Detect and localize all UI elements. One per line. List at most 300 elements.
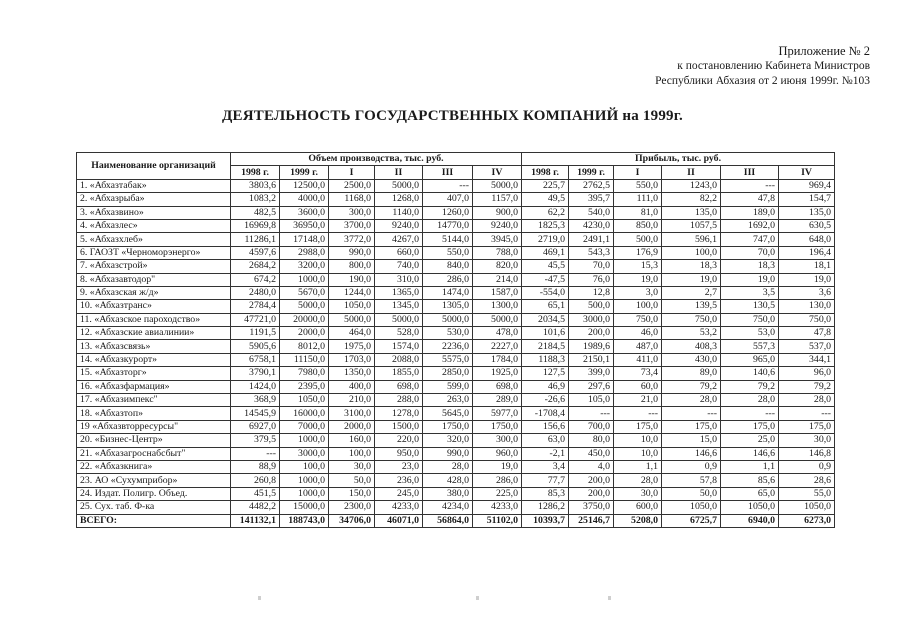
table-row [77,246,835,259]
production-value-cell: 286,0 [473,474,522,487]
production-value-cell: 674,2 [231,273,280,286]
profit-value-cell: 18,1 [779,260,835,273]
production-value-cell: 5000,0 [375,313,423,326]
profit-value-cell: 146,6 [662,447,721,460]
production-value-cell: 960,0 [473,447,522,460]
production-value-cell: 50,0 [329,474,375,487]
production-value-cell: 550,0 [423,246,473,259]
profit-value-cell: 18,3 [662,260,721,273]
production-value-cell: 190,0 [329,273,375,286]
production-value-cell: 2236,0 [423,340,473,353]
production-value-cell: 4597,6 [231,246,280,259]
profit-value-cell: 176,9 [614,246,662,259]
production-value-cell: 451,5 [231,487,280,500]
production-value-cell: 1260,0 [423,206,473,219]
organization-name: 3. «Абхазвино» [77,206,231,219]
profit-value-cell: 85,3 [522,487,569,500]
production-value-cell: 2850,0 [423,367,473,380]
profit-value-cell: 2034,5 [522,313,569,326]
profit-value-cell: 105,0 [569,394,614,407]
production-value-cell: 1365,0 [375,286,423,299]
table-row [77,367,835,380]
organization-name: 2. «Абхазрыба» [77,193,231,206]
table-row [77,219,835,232]
production-value-cell: 47721,0 [231,313,280,326]
table-row [77,353,835,366]
profit-value-cell: 297,6 [569,380,614,393]
production-value-cell: 698,0 [473,380,522,393]
profit-value-cell: 6940,0 [721,514,779,527]
production-value-cell: 3772,0 [329,233,375,246]
profit-value-cell: 6273,0 [779,514,835,527]
production-value-cell: 3945,0 [473,233,522,246]
profit-value-cell: 100,0 [662,246,721,259]
production-value-cell: 9240,0 [375,219,423,232]
organization-name: 1. «Абхазтабак» [77,179,231,192]
profit-value-cell: 28,6 [779,474,835,487]
profit-value-cell: 0,9 [779,460,835,473]
table-row [77,447,835,460]
organization-name: 24. Издат. Полигр. Объед. [77,487,231,500]
production-value-cell: 16000,0 [280,407,329,420]
appendix-decree: к постановлению Кабинета Министров [677,60,870,72]
table-row [77,487,835,500]
profit-value-cell: 537,0 [779,340,835,353]
production-value-cell: 990,0 [423,447,473,460]
profit-value-cell: 146,8 [779,447,835,460]
organization-name: 22. «Абхазкнига» [77,460,231,473]
production-value-cell: 28,0 [423,460,473,473]
profit-value-cell: 25146,7 [569,514,614,527]
production-value-cell: 599,0 [423,380,473,393]
profit-value-cell: 2491,1 [569,233,614,246]
profit-value-cell: 3,6 [779,286,835,299]
production-value-cell: 1000,0 [280,273,329,286]
production-value-cell: 400,0 [329,380,375,393]
production-value-cell: 1140,0 [375,206,423,219]
production-value-cell: 1305,0 [423,300,473,313]
profit-value-cell: 969,4 [779,179,835,192]
profit-value-cell: --- [662,407,721,420]
production-value-cell: 1750,0 [473,420,522,433]
table-row [77,327,835,340]
production-value-cell: 1000,0 [280,487,329,500]
organization-name: 14. «Абхазкурорт» [77,353,231,366]
production-value-cell: 9240,0 [473,219,522,232]
production-q3-header: III [423,166,473,179]
total-row [77,514,835,527]
production-value-cell: 1424,0 [231,380,280,393]
profit-value-cell: 550,0 [614,179,662,192]
profit-value-cell: 3000,0 [569,313,614,326]
production-value-cell: 30,0 [329,460,375,473]
profit-value-cell: 96,0 [779,367,835,380]
profit-value-cell: 80,0 [569,434,614,447]
profit-value-cell: 60,0 [614,380,662,393]
profit-value-cell: 19,0 [721,273,779,286]
profit-value-cell: 62,2 [522,206,569,219]
production-value-cell: 1925,0 [473,367,522,380]
production-value-cell: 1244,0 [329,286,375,299]
profit-value-cell: 3,5 [721,286,779,299]
scan-speck [476,596,479,600]
production-value-cell: 482,5 [231,206,280,219]
table-row [77,474,835,487]
profit-value-cell: 2719,0 [522,233,569,246]
profit-value-cell: 540,0 [569,206,614,219]
profit-value-cell: 30,0 [614,487,662,500]
production-value-cell: 5000,0 [473,313,522,326]
profit-value-cell: 750,0 [779,313,835,326]
production-value-cell: 286,0 [423,273,473,286]
production-value-cell: 1574,0 [375,340,423,353]
profit-value-cell: 487,0 [614,340,662,353]
production-value-cell: 11150,0 [280,353,329,366]
profit-value-cell: 28,0 [662,394,721,407]
profit-value-cell: 100,0 [614,300,662,313]
profit-value-cell: 395,7 [569,193,614,206]
profit-value-cell: 408,3 [662,340,721,353]
organization-name: 21. «Абхазагроснабсбыт" [77,447,231,460]
production-value-cell: 2300,0 [329,501,375,514]
production-value-cell: 7000,0 [280,420,329,433]
production-value-cell: 300,0 [329,206,375,219]
organization-name: 23. АО «Сухумприбор» [77,474,231,487]
production-value-cell: 100,0 [280,460,329,473]
production-volume-header: Объем производства, тыс. руб. [231,153,522,166]
production-value-cell: 1300,0 [473,300,522,313]
table-row [77,179,835,192]
production-value-cell: 260,8 [231,474,280,487]
organization-name: 7. «Абхазстрой» [77,260,231,273]
production-value-cell: 51102,0 [473,514,522,527]
profit-value-cell: 25,0 [721,434,779,447]
production-value-cell: 1000,0 [280,474,329,487]
profit-value-cell: 5208,0 [614,514,662,527]
production-value-cell: 5000,0 [280,300,329,313]
production-value-cell: 1975,0 [329,340,375,353]
production-value-cell: 4233,0 [473,501,522,514]
profit-value-cell: 28,0 [779,394,835,407]
production-value-cell: 6927,0 [231,420,280,433]
profit-value-cell: 77,7 [522,474,569,487]
production-value-cell: 2684,2 [231,260,280,273]
appendix-block [655,44,870,89]
profit-value-cell: 1057,5 [662,219,721,232]
production-value-cell: 2500,0 [329,179,375,192]
profit-q3-header: III [721,166,779,179]
profit-value-cell: 2184,5 [522,340,569,353]
profit-value-cell: 135,0 [662,206,721,219]
production-value-cell: 379,5 [231,434,280,447]
production-value-cell: 464,0 [329,327,375,340]
production-value-cell: 3600,0 [280,206,329,219]
profit-value-cell: 3,4 [522,460,569,473]
production-value-cell: 263,0 [423,394,473,407]
production-value-cell: 20000,0 [280,313,329,326]
production-q1-header: I [329,166,375,179]
organization-name: 4. «Абхазлес» [77,219,231,232]
production-value-cell: 1168,0 [329,193,375,206]
profit-value-cell: 200,0 [569,474,614,487]
production-value-cell: 11286,1 [231,233,280,246]
profit-value-cell: 57,8 [662,474,721,487]
profit-value-cell: 65,0 [721,487,779,500]
profit-value-cell: 130,0 [779,300,835,313]
profit-value-cell: 15,3 [614,260,662,273]
profit-value-cell: 154,7 [779,193,835,206]
profit-value-cell: 1692,0 [721,219,779,232]
profit-value-cell: 196,4 [779,246,835,259]
table-row [77,233,835,246]
profit-value-cell: 85,6 [721,474,779,487]
production-value-cell: 16969,8 [231,219,280,232]
production-value-cell: 1278,0 [375,407,423,420]
table-row [77,420,835,433]
profit-value-cell: 557,3 [721,340,779,353]
production-value-cell: 4267,0 [375,233,423,246]
profit-value-cell: 76,0 [569,273,614,286]
production-value-cell: --- [423,179,473,192]
organization-name: 20. «Бизнес-Центр» [77,434,231,447]
name-column-header: Наименование организаций [77,153,231,180]
production-value-cell: 15000,0 [280,501,329,514]
production-value-cell: 5645,0 [423,407,473,420]
organization-name: 18. «Абхазтоп» [77,407,231,420]
profit-value-cell: 1188,3 [522,353,569,366]
profit-value-cell: 200,0 [569,487,614,500]
production-value-cell: 1157,0 [473,193,522,206]
profit-value-cell: 0,9 [662,460,721,473]
production-value-cell: 2988,0 [280,246,329,259]
production-value-cell: 1000,0 [280,434,329,447]
profit-value-cell: 1243,0 [662,179,721,192]
profit-value-cell: 140,6 [721,367,779,380]
profit-value-cell: --- [721,179,779,192]
production-value-cell: 2480,0 [231,286,280,299]
production-value-cell: 3790,1 [231,367,280,380]
production-value-cell: 14545,9 [231,407,280,420]
profit-value-cell: 747,0 [721,233,779,246]
production-value-cell: 1345,0 [375,300,423,313]
production-value-cell: 840,0 [423,260,473,273]
production-1998-header: 1998 г. [231,166,280,179]
production-value-cell: 1191,5 [231,327,280,340]
production-value-cell: 46071,0 [375,514,423,527]
production-value-cell: 1500,0 [375,420,423,433]
production-value-cell: 660,0 [375,246,423,259]
production-value-cell: 5000,0 [329,313,375,326]
profit-q2-header: II [662,166,721,179]
production-value-cell: 5977,0 [473,407,522,420]
organization-name: 5. «Абхазхлеб» [77,233,231,246]
production-value-cell: 1855,0 [375,367,423,380]
production-value-cell: 528,0 [375,327,423,340]
production-value-cell: 100,0 [329,447,375,460]
table-body [77,179,835,527]
document-title: ДЕЯТЕЛЬНОСТЬ ГОСУДАРСТВЕННЫХ КОМПАНИЙ на 1999г. [222,108,683,124]
profit-value-cell: 10,0 [614,447,662,460]
profit-value-cell: 850,0 [614,219,662,232]
table-row [77,407,835,420]
profit-value-cell: 21,0 [614,394,662,407]
profit-value-cell: 30,0 [779,434,835,447]
organization-name: 10. «Абхазтранс» [77,300,231,313]
profit-value-cell: 4230,0 [569,219,614,232]
organization-name: 17. «Абхазимпекс" [77,394,231,407]
production-value-cell: 288,0 [375,394,423,407]
production-value-cell: 2395,0 [280,380,329,393]
profit-1999-header: 1999 г. [569,166,614,179]
profit-value-cell: 130,5 [721,300,779,313]
production-1999-header: 1999 г. [280,166,329,179]
organization-name: 9. «Абхазская ж/д» [77,286,231,299]
profit-value-cell: 111,0 [614,193,662,206]
profit-value-cell: -26,6 [522,394,569,407]
production-value-cell: 1750,0 [423,420,473,433]
production-value-cell: 3200,0 [280,260,329,273]
profit-value-cell: 135,0 [779,206,835,219]
table-row [77,273,835,286]
profit-value-cell: 19,0 [662,273,721,286]
profit-value-cell: 45,5 [522,260,569,273]
profit-q1-header: I [614,166,662,179]
profit-header: Прибыль, тыс. руб. [522,153,835,166]
profit-value-cell: --- [614,407,662,420]
profit-value-cell: 65,1 [522,300,569,313]
profit-value-cell: 10,0 [614,434,662,447]
profit-value-cell: 1050,0 [662,501,721,514]
production-value-cell: 1083,2 [231,193,280,206]
production-value-cell: 428,0 [423,474,473,487]
production-value-cell: 88,9 [231,460,280,473]
production-value-cell: 289,0 [473,394,522,407]
profit-value-cell: 82,2 [662,193,721,206]
profit-value-cell: 965,0 [721,353,779,366]
production-value-cell: 17148,0 [280,233,329,246]
profit-value-cell: 53,2 [662,327,721,340]
table-row [77,434,835,447]
profit-value-cell: 70,0 [721,246,779,259]
profit-value-cell: 175,0 [721,420,779,433]
production-value-cell: 19,0 [473,460,522,473]
profit-value-cell: -2,1 [522,447,569,460]
profit-value-cell: 750,0 [721,313,779,326]
profit-value-cell: 200,0 [569,327,614,340]
production-value-cell: 225,0 [473,487,522,500]
table-row [77,193,835,206]
profit-value-cell: 596,1 [662,233,721,246]
profit-value-cell: 46,9 [522,380,569,393]
profit-value-cell: 146,6 [721,447,779,460]
profit-value-cell: 15,0 [662,434,721,447]
profit-value-cell: 139,5 [662,300,721,313]
production-value-cell: 36950,0 [280,219,329,232]
companies-table [76,152,835,528]
organization-name: 25. Сух. таб. Ф-ка [77,501,231,514]
profit-value-cell: 1,1 [721,460,779,473]
profit-value-cell: 630,5 [779,219,835,232]
organization-name: 8. «Абхазавтодор" [77,273,231,286]
production-value-cell: 7980,0 [280,367,329,380]
production-value-cell: 1703,0 [329,353,375,366]
production-value-cell: 3700,0 [329,219,375,232]
profit-value-cell: 189,0 [721,206,779,219]
production-value-cell: 407,0 [423,193,473,206]
production-value-cell: 2784,4 [231,300,280,313]
profit-value-cell: 53,0 [721,327,779,340]
profit-value-cell: -1708,4 [522,407,569,420]
profit-value-cell: 79,2 [662,380,721,393]
production-value-cell: 1350,0 [329,367,375,380]
profit-value-cell: 70,0 [569,260,614,273]
profit-value-cell: 50,0 [662,487,721,500]
profit-value-cell: 750,0 [662,313,721,326]
profit-value-cell: 19,0 [779,273,835,286]
organization-name: 12. «Абхазские авиалинии» [77,327,231,340]
table-row [77,501,835,514]
production-value-cell: 478,0 [473,327,522,340]
profit-value-cell: 47,8 [779,327,835,340]
production-value-cell: 5000,0 [375,179,423,192]
table-row [77,394,835,407]
production-value-cell: 210,0 [329,394,375,407]
profit-value-cell: 2150,1 [569,353,614,366]
profit-value-cell: 225,7 [522,179,569,192]
production-value-cell: --- [231,447,280,460]
profit-value-cell: 47,8 [721,193,779,206]
table-row [77,300,835,313]
organization-name: 6. ГАОЗТ «Черноморэнерго» [77,246,231,259]
production-value-cell: 900,0 [473,206,522,219]
profit-value-cell: 450,0 [569,447,614,460]
production-value-cell: 800,0 [329,260,375,273]
production-value-cell: 1784,0 [473,353,522,366]
production-value-cell: 3803,6 [231,179,280,192]
profit-q4-header: IV [779,166,835,179]
profit-value-cell: 1050,0 [721,501,779,514]
production-value-cell: 950,0 [375,447,423,460]
profit-value-cell: 175,0 [779,420,835,433]
production-value-cell: 236,0 [375,474,423,487]
profit-value-cell: 1286,2 [522,501,569,514]
profit-value-cell: 127,5 [522,367,569,380]
table-row [77,340,835,353]
profit-value-cell: 79,2 [721,380,779,393]
production-value-cell: 300,0 [473,434,522,447]
production-value-cell: 368,9 [231,394,280,407]
profit-value-cell: 750,0 [614,313,662,326]
profit-value-cell: 1989,6 [569,340,614,353]
production-value-cell: 530,0 [423,327,473,340]
production-value-cell: 4234,0 [423,501,473,514]
profit-value-cell: 18,3 [721,260,779,273]
production-value-cell: 56864,0 [423,514,473,527]
production-value-cell: 2000,0 [280,327,329,340]
production-value-cell: 141132,1 [231,514,280,527]
profit-value-cell: 399,0 [569,367,614,380]
profit-value-cell: 3750,0 [569,501,614,514]
profit-value-cell: 500,0 [614,233,662,246]
production-value-cell: 4000,0 [280,193,329,206]
table-row [77,460,835,473]
production-value-cell: 8012,0 [280,340,329,353]
profit-value-cell: 411,0 [614,353,662,366]
production-value-cell: 1050,0 [280,394,329,407]
profit-value-cell: 1,1 [614,460,662,473]
profit-value-cell: 430,0 [662,353,721,366]
production-value-cell: 2088,0 [375,353,423,366]
